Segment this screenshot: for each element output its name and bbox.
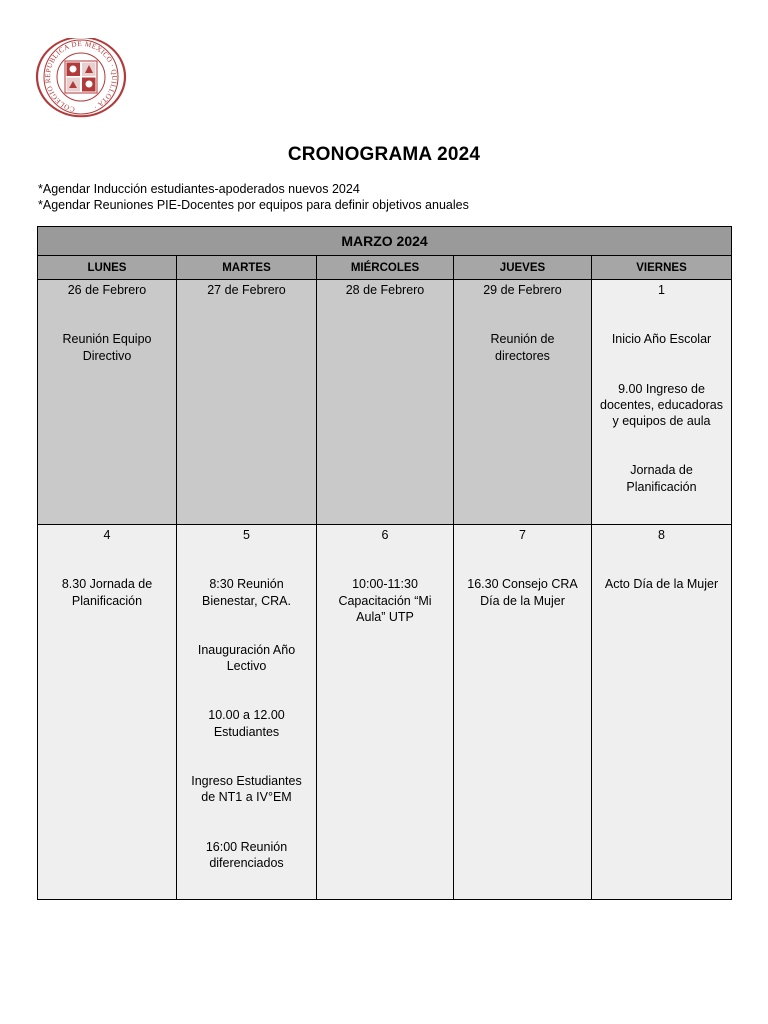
event: 9.00 Ingreso de docentes, educadoras y equipos de aula	[600, 381, 724, 429]
event: 16.30 Consejo CRA Día de la Mujer	[467, 577, 578, 608]
day-date: 5	[243, 528, 250, 542]
day-cell	[38, 280, 177, 525]
seal-lettering: COLEGIO REPÚBLICA DE MÉXICO · QUILLOTA ·	[43, 39, 119, 114]
event: 8:30 Reunión Bienestar, CRA.	[202, 577, 291, 608]
day-date: 4	[103, 528, 111, 542]
day-cell	[177, 280, 317, 525]
event: Acto Día de la Mujer	[604, 577, 719, 592]
weekday-header: VIERNES	[592, 256, 732, 280]
event: Reunión Equipo Directivo	[62, 332, 152, 363]
day-cell	[454, 280, 592, 525]
day-date: 8	[658, 528, 665, 542]
weekday-header: JUEVES	[454, 256, 592, 280]
day-date: 1	[658, 283, 665, 297]
month-title: MARZO 2024	[38, 227, 732, 256]
day-date: 29 de Febrero	[483, 283, 562, 297]
event: 10.00 a 12.00 Estudiantes	[208, 708, 285, 739]
schedule-table	[37, 226, 732, 900]
month-header-row	[38, 227, 732, 256]
day-cell	[317, 525, 454, 900]
week-row	[38, 525, 732, 900]
day-date: 27 de Febrero	[207, 283, 286, 297]
school-seal-logo	[34, 38, 128, 118]
day-cell	[317, 280, 454, 525]
day-cell	[454, 525, 592, 900]
note-line: *Agendar Inducción estudiantes-apoderados nuevos 2024	[38, 182, 360, 196]
weekday-header: LUNES	[38, 256, 177, 280]
page-title: CRONOGRAMA 2024	[287, 144, 481, 165]
weekday-header: MIÉRCOLES	[317, 256, 454, 280]
event: 8.30 Jornada de Planificación	[61, 577, 153, 608]
event: Reunión de directores	[490, 332, 555, 363]
event: 16:00 Reunión diferenciados	[205, 839, 288, 870]
event: Inauguración Año Lectivo	[197, 642, 296, 674]
event: Inicio Año Escolar	[611, 332, 712, 347]
day-cell	[592, 525, 732, 900]
day-date: 6	[381, 528, 389, 542]
week-row	[38, 280, 732, 525]
day-cell	[592, 280, 732, 525]
day-date: 28 de Febrero	[345, 283, 425, 297]
day-cell	[177, 525, 317, 900]
event: 10:00-11:30 Capacitación “Mi Aula” UTP	[338, 577, 432, 624]
event: Ingreso Estudiantes de NT1 a IV°EM	[191, 774, 302, 805]
day-date: 26 de Febrero	[67, 283, 147, 297]
notes	[38, 181, 469, 213]
note-line: *Agendar Reuniones PIE-Docentes por equipos para definir objetivos anuales	[38, 198, 469, 212]
day-date: 7	[519, 528, 526, 542]
weekday-header: MARTES	[177, 256, 317, 280]
weekday-header-row	[38, 256, 732, 280]
event: Jornada de Planificación	[626, 463, 697, 494]
day-cell	[38, 525, 177, 900]
